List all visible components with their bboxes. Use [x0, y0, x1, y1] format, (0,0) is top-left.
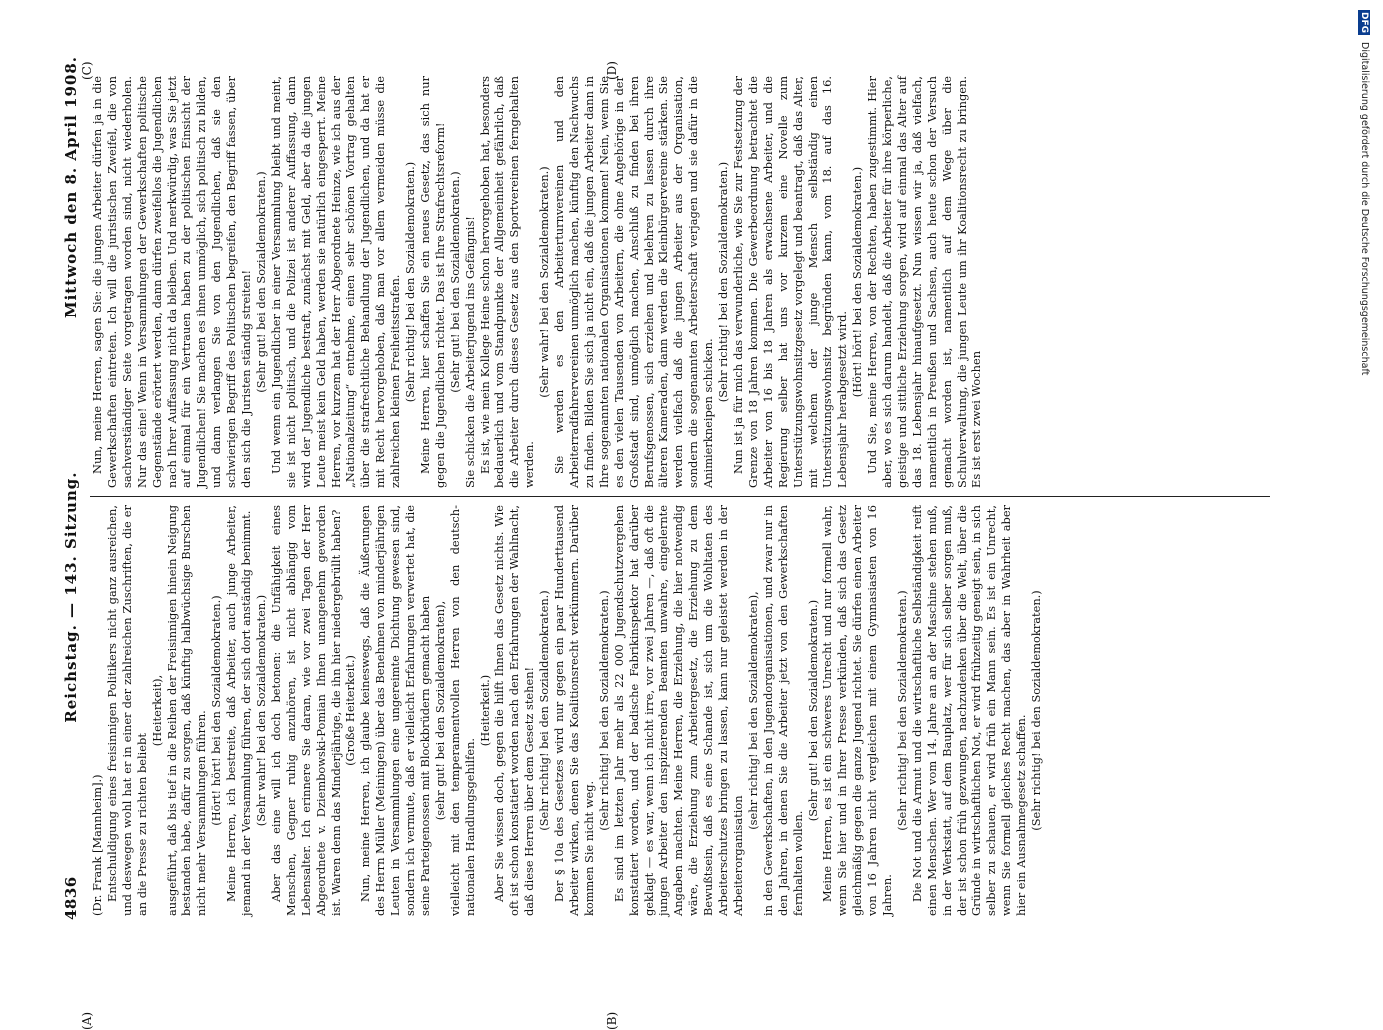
- interjection: (Sehr richtig! bei den Sozialdemokraten.): [596, 590, 611, 831]
- right-column: [90, 68, 1270, 496]
- paragraph: Aber Sie wissen doch, gegen die hilft Ihnen das Gesetz nichts. Wie oft ist schon konstatiert worden nach den Erfahrungen der Wahlnacht, daß diese Herren über dem Gesetz stehen!: [492, 505, 537, 916]
- margin-marker-c: (C): [80, 61, 94, 80]
- text-columns: [90, 52, 1270, 924]
- page-date: Mittwoch den 8. April 1908.: [62, 56, 80, 318]
- interjection: (Hört! hört! bei den Sozialdemokraten.): [850, 166, 865, 398]
- interjection: (Sehr richtig! bei den Sozialdemokraten.): [894, 590, 909, 831]
- interjection: (Große Heiterkeit.): [343, 655, 358, 766]
- paragraph: Die Not und die Armut und die wirtschaftliche Selbständigkeit reift einen Menschen. Wer vom 14. Jahre an an der Maschine stehen muß, in der Werkstatt, auf dem Bauplatz, wer für sich selber sorgen muß, der ist schon früh gezwungen, nachzudenken über die Welt, über die Gründe in wirtschaftlichen Not, er wird frühzeitig geneigt sein, in sich selber zu schauen, er wird früh ein Mann sein. Es ist ein Unrecht, wenn Sie formell gleiches Recht machen, das aber in Wahrheit aber hier ein Ausnahmegesetz schaffen.: [909, 505, 1029, 916]
- interjection: (Sehr richtig! bei den Sozialdemokraten.): [403, 161, 418, 403]
- paragraph: Nun, meine Herren, ich glaube keineswegs, daß die Äußerungen des Herrn Müller (Meiningen) über das Benehmen von minderjährigen Leuten in Versammlungen eine ungereimte Dichtung gewesen sind, sondern ich vermute, daß er vielleicht Erfahrungen verwertet hat, die seine Parteigenossen mit Blockbrüdern gemacht haben: [358, 505, 432, 916]
- page-header: [62, 52, 84, 924]
- paragraph: Meine Herren, hier schaffen Sie ein neues Gesetz, das sich nur gegen die Jugendlichen richtet. Das ist Ihre Strafrechtsreform!: [417, 76, 447, 488]
- paragraph: Meine Herren, es ist ein schweres Unrecht und nur formell wahr, wenn Sie hier und in Ihrer Presse verkünden, daß sich das Gesetz gleichmäßig gegen die ganze Jugend richtet. Sie dürfen einen Arbeiter von 16 Jahren nicht vergleichen mit einem Gymnasiasten von 16 Jahren.: [820, 505, 895, 916]
- paragraph: vielleicht mit den temperamentvollen Herren von den deutsch-nationalen Handlungsgehilfen.: [447, 505, 477, 916]
- margin-marker-a: (A): [80, 1011, 94, 1030]
- paragraph: Aber das eine will ich doch betonen: die Unfähigkeit eines Menschen, Gegner ruhig anzuhören, ist nicht abhängig vom Lebensalter. Ich erinnere Sie daran, wie vor zwei Tagen der Herr Abgeordnete v. Dziembowski-Pomian Ihnen unangenehm geworden ist. Waren denn das Minderjährige, die ihn hier niedergebrüllt haben?: [268, 505, 343, 916]
- credit-text: Digitalisierung gefördert durch die Deutsche Forschungsgemeinschaft: [1359, 42, 1370, 376]
- speaker-label: (Dr. Frank [Mannheim].): [90, 774, 104, 916]
- digitization-credit: [1358, 10, 1370, 375]
- dfg-logo: DFG: [1359, 12, 1369, 34]
- margin-marker-b: (B): [605, 1011, 619, 1030]
- margin-marker-d: (D): [605, 61, 619, 80]
- paragraph: Sie schicken die Arbeiterjugend ins Gefängnis!: [462, 216, 477, 488]
- interjection: (Sehr wahr! bei den Sozialdemokraten.): [253, 594, 268, 827]
- interjection: (sehr gut! bei den Sozialdemokraten),: [432, 600, 447, 821]
- interjection: (Sehr richtig! bei den Sozialdemokraten.): [537, 590, 552, 831]
- paragraph: ausgeführt, daß bis tief in die Reihen der Freisinnigen hinein Neigung bestanden habe, dafür zu sorgen, daß künftig halbwüchsige Burschen nicht mehr Versammlungen führen.: [164, 505, 209, 916]
- interjection: (Heiterkeit.): [477, 674, 492, 747]
- paragraph: in den Gewerkschaften, in den Jugendorganisationen, und zwar nur in den Jahren, in denen Sie die Arbeiter jetzt von den Gewerkschaften fernhalten wollen.: [760, 505, 805, 916]
- paragraph: Nun, meine Herren, sagen Sie: die jungen Arbeiter dürfen ja in die Gewerkschaften eintreten. Ich will die juristischen Zweifel, die von sachverständiger Seite vorgetragen worden sind, nicht wiederholen. Nur das eine! Wenn in Versammlungen der Gewerkschaften politische Gegenstände erörtert werden, dann dürfen zweifellos die Jugendlichen nach Ihrer Auffassung nicht da bleiben. Und merkwürdig, was Sie jetzt auf einmal für ein Vertrauen haben zu der politischen Einsicht der Jugendlichen! Sie machen es ihnen unmöglich, sich politisch zu bilden, und dann verlangen Sie von den Jugendlichen, daß sie den schwierigen Begriff des Politischen begreifen, den Begriff fassen, über den sich die Juristen ständig streiten!: [90, 76, 254, 488]
- interjection: (Sehr gut! bei den Sozialdemokraten.): [447, 171, 462, 393]
- paragraph: Nun ist ja für mich das verwunderliche, wie Sie zur Festsetzung der Grenze von 18 Jahren kommen. Die Gewerbeordnung betrachtet die Arbeiter von 16 bis 18 Jahren als erwachsene Arbeiter, und die Regierung selber hat uns vor kurzem eine Novelle zum Unterstützungswohnsitzgesetz vorgelegt und beantragt, daß das Alter, mit welchem der junge Mensch selbständig einen Unterstützungswohnsitz begründen kann, vom 18. auf das 16. Lebensjahr herabgesetzt wird.: [730, 76, 850, 488]
- interjection: (Sehr richtig! bei den Sozialdemokraten.): [1029, 590, 1044, 831]
- interjection: (sehr richtig! bei den Sozialdemokraten),: [745, 591, 760, 830]
- paragraph: Und Sie, meine Herren, von der Rechten, haben zugestimmt. Hier aber, wo es sich darum handelt, daß die Arbeiter für ihre körperliche, geistige und sittliche Erziehung sorgen, wird auf einmal das Alter auf das 18. Lebensjahr hinaufgesetzt. Nun wissen wir ja, daß vielfach, namentlich in Preußen und Sachsen, auch heute schon der Versuch gemacht worden ist, namentlich auf dem Wege über die Schulverwaltung, die jungen Leute um ihr Koalitionsrecht zu bringen. Es ist erst zwei Wochen: [865, 76, 984, 488]
- page-number: 4836: [62, 876, 80, 920]
- interjection: (Hört! hört! bei den Sozialdemokraten.): [209, 595, 224, 826]
- interjection: (Sehr gut! bei den Sozialdemokraten.): [805, 599, 820, 822]
- paragraph: Entschuldigung eines freisinnigen Politikers nicht ganz ausreichen, und deswegen wohl hat er in einer der zahlreichen Zuschriften, die er an die Presse zu richten beliebt: [104, 505, 149, 916]
- left-column: [90, 496, 1270, 924]
- paragraph: Es sind im letzten Jahr mehr als 22 000 Jugendschutzvergehen konstatiert worden, und der badische Fabrikinspektor hat darüber geklagt — es war, wenn ich nicht irre, vor zwei Jahren —, daß oft die jungen Arbeiter den inspizierenden Beamten unwahre, eingelernte Angaben machten. Meine Herren, die Erziehung, die hier notwendig wäre, die Erziehung zum Arbeitergesetz, die Erziehung zu dem Bewußtsein, daß es eine Schande ist, sich um die Wohltaten des Arbeiterschutzes bringen zu lassen, kann nur geleistet werden in der Arbeiterorganisation: [611, 505, 745, 916]
- paragraph: Meine Herren, ich bestreite, daß Arbeiter, auch junge Arbeiter, jemand in der Versammlung führen, der sich dort anständig benimmt.: [224, 505, 254, 916]
- paragraph: Und wenn ein Jugendlicher in einer Versammlung bleibt und meint, sie ist nicht politisch, und die Polizei ist anderer Auffassung, dann wird der Jugendliche bestraft, zunächst mit Geld, aber da die jungen Leute meist kein Geld haben, werden sie natürlich eingesperrt. Meine Herren, vor kurzem hat der Herr Abgeordnete Heinze, wie ich aus der „Nationalzeitung“ entnehme, einen sehr schönen Vortrag gehalten über die strafrechtliche Behandlung der Jugendlichen, und da hat er mit Recht hervorgehoben, daß man vor allem vermeiden müsse die zahlreichen kleinen Freiheitsstrafen.: [268, 76, 403, 488]
- interjection: (Sehr richtig! bei den Sozialdemokraten.): [716, 161, 731, 403]
- paragraph: Sie werden es den Arbeiterturnvereinen und den Arbeiterradfahrervereinen unmöglich machen, künftig den Nachwuchs zu finden. Bilden Sie sich ja nicht ein, daß die jungen Arbeiter dann in Ihre sogenannten nationalen Organisationen kommen! Nein, wenn Sie es den vielen Tausenden von Arbeitern, die ohne Angehörige in der Großstadt sind, unmöglich machen, Anschluß zu finden bei ihren Berufsgenossen, sich erziehen und belehren zu lassen durch ihre älteren Kameraden, dann werden die Kleinbürgervereine stärken. Sie werden vielfach daß die jungen Arbeiter aus der Organisation, sondern die sogenannten Arbeiterschaft verjagen und sie dafür in die Animierkneipen schicken.: [552, 76, 716, 488]
- page-title: Reichstag. — 143. Sitzung.: [62, 471, 80, 723]
- interjection: (Sehr gut! bei den Sozialdemokraten.): [253, 171, 268, 393]
- interjection: (Sehr wahr! bei den Sozialdemokraten.): [537, 166, 552, 398]
- interjection: (Heiterkeit),: [149, 674, 164, 747]
- paragraph: Es ist, wie mein Kollege Heine schon hervorgehoben hat, besonders bedauerlich und vom Standpunkte der Allgemeinheit gefährlich, daß die Arbeiter durch dieses Gesetz aus den Sportvereinen ferngehalten werden.: [477, 76, 537, 488]
- paragraph: Der § 10a des Gesetzes wird nur gegen ein paar Hunderttausend Arbeiter wirken, denen Sie das Koalitionsrecht verkümmern. Darüber kommen Sie nicht weg.: [552, 505, 596, 916]
